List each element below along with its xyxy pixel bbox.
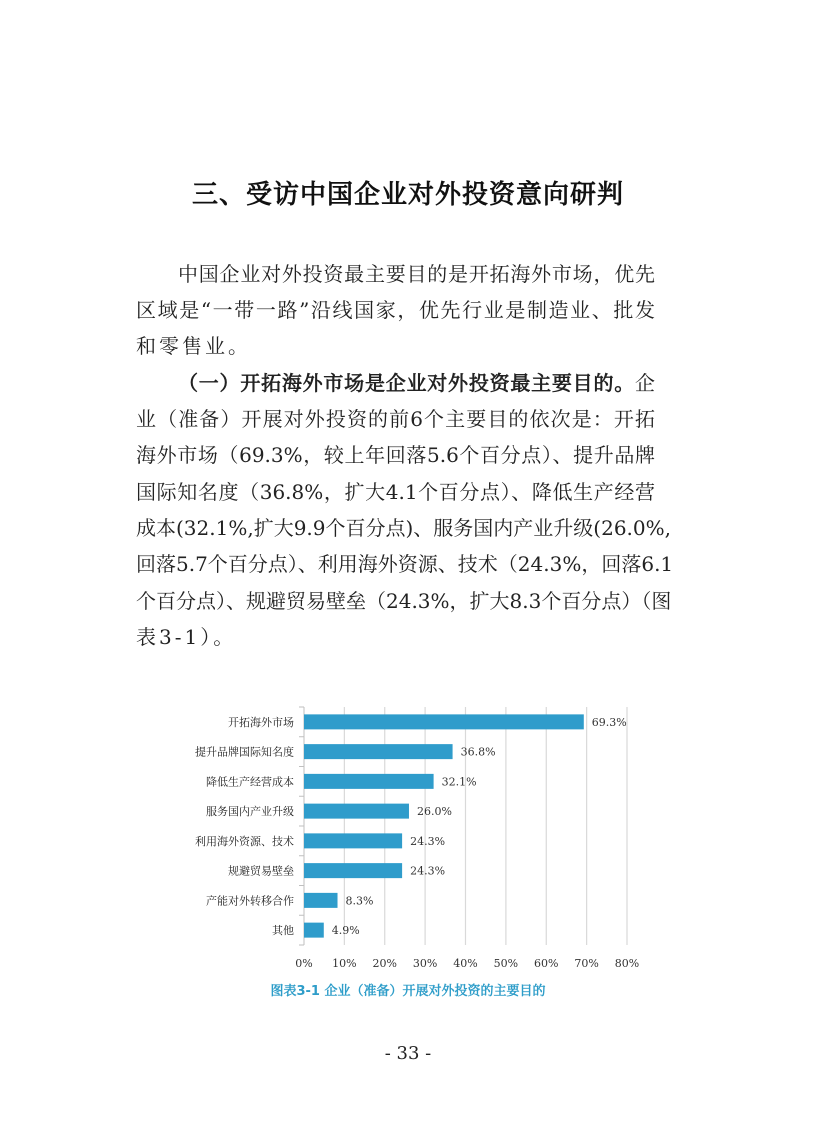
- data-label: 69.3%: [591, 715, 627, 729]
- x-tick-label: 20%: [372, 957, 397, 970]
- paragraph-heading: （一）开拓海外市场是企业对外投资最主要目的。: [178, 371, 635, 395]
- bar: [304, 923, 324, 938]
- paragraph-line: 回落5.7个百分点）、利用海外资源、技术（24.3%，回落6.1: [136, 552, 674, 576]
- data-label: 26.0%: [416, 805, 452, 819]
- section-title: 三、受访中国企业对外投资意向研判: [191, 180, 624, 210]
- paragraph-line: 和零售业。: [136, 334, 251, 358]
- category-label: 提升品牌国际知名度: [195, 745, 294, 759]
- bar: [304, 774, 434, 789]
- x-tick-label: 30%: [412, 957, 438, 970]
- category-label: 产能对外转移合作: [206, 894, 294, 908]
- category-label: 规避贸易壁垒: [228, 864, 294, 878]
- bar: [304, 893, 338, 908]
- paragraph-line: 区域是“一带一路”沿线国家，优先行业是制造业、批发: [136, 298, 655, 322]
- data-label: 4.9%: [331, 924, 360, 938]
- category-label: 利用海外资源、技术: [195, 834, 294, 848]
- x-tick-label: 0%: [295, 957, 313, 970]
- x-tick-label: 80%: [614, 957, 640, 970]
- category-label: 服务国内产业升级: [206, 805, 294, 819]
- page-number: - 33 -: [384, 1043, 432, 1064]
- data-label: 24.3%: [410, 864, 446, 878]
- bar: [304, 714, 584, 729]
- paragraph-text: 企: [635, 371, 655, 395]
- data-label: 8.3%: [345, 894, 374, 908]
- paragraph-line: 海外市场（69.3%，较上年回落5.6个百分点）、提升品牌: [136, 443, 655, 467]
- data-label: 24.3%: [410, 834, 446, 848]
- bar: [304, 863, 402, 878]
- paragraph-line: 中国企业对外投资最主要目的是开拓海外市场，优先: [178, 262, 655, 286]
- paragraph-line: 个百分点）、规避贸易壁垒（24.3%，扩大8.3个百分点）（图: [136, 589, 672, 613]
- paragraph-line: 国际知名度（36.8%，扩大4.1个百分点）、降低生产经营: [136, 480, 655, 504]
- paragraph-line: 表3-1）。: [136, 625, 237, 649]
- paragraph-line: 业（准备）开展对外投资的前6个主要目的依次是：开拓: [136, 407, 655, 431]
- bar: [304, 744, 453, 759]
- category-label: 降低生产经营成本: [206, 775, 294, 789]
- data-label: 36.8%: [460, 745, 496, 759]
- bar: [304, 804, 409, 819]
- x-tick-label: 60%: [534, 957, 559, 970]
- x-tick-label: 70%: [574, 957, 599, 970]
- chart-caption: 图表3-1 企业（准备）开展对外投资的主要目的: [270, 984, 546, 999]
- x-tick-label: 50%: [493, 957, 519, 970]
- paragraph-line: 成本(32.1%,扩大9.9个百分点)、服务国内产业升级(26.0%,: [136, 516, 671, 540]
- x-tick-label: 40%: [453, 957, 478, 970]
- category-label: 开拓海外市场: [228, 715, 294, 729]
- bar: [304, 833, 402, 848]
- data-label: 32.1%: [441, 775, 477, 789]
- category-label: 其他: [272, 924, 294, 938]
- x-tick-label: 10%: [332, 957, 357, 970]
